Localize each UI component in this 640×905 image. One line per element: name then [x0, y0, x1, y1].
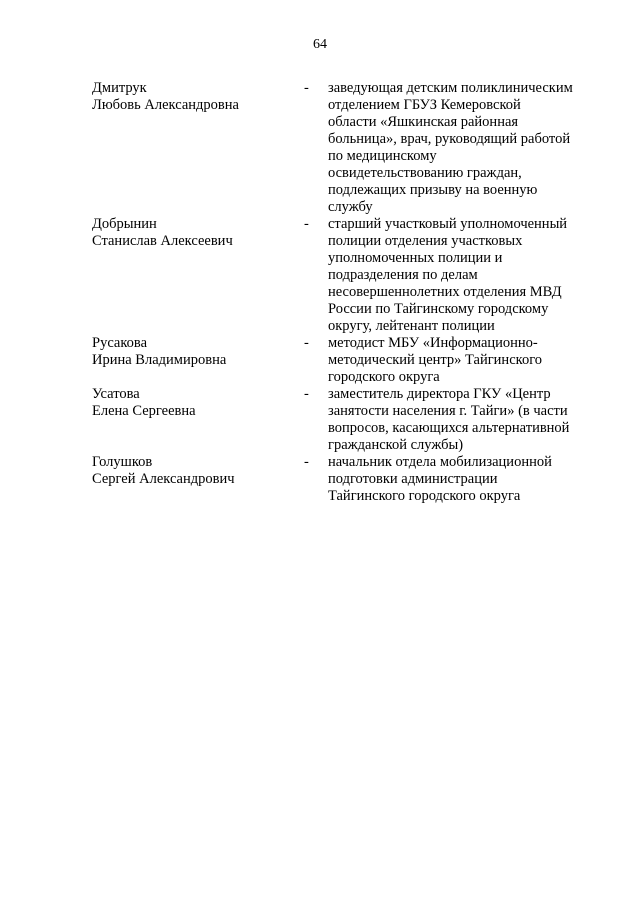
member-surname: Русакова	[92, 335, 148, 351]
position-line: округу, лейтенант полиции	[328, 318, 495, 334]
position-line: отделением ГБУЗ Кемеровской	[328, 97, 521, 113]
position-line: занятости населения г. Тайги» (в части	[328, 403, 568, 419]
position-line: больница», врач, руководящий работой	[328, 131, 571, 147]
position-line: уполномоченных полиции и	[328, 250, 503, 266]
member-given-name: Елена Сергеевна	[92, 403, 196, 419]
member-position	[328, 454, 592, 505]
member-entry	[92, 335, 592, 386]
position-line: подготовки администрации	[328, 471, 498, 487]
position-line: начальник отдела мобилизационной	[328, 454, 552, 470]
member-given-name: Любовь Александровна	[92, 97, 239, 113]
member-name	[92, 80, 304, 216]
position-line: вопросов, касающихся альтернативной	[328, 420, 570, 436]
position-line: освидетельствованию граждан,	[328, 165, 522, 181]
member-surname: Голушков	[92, 454, 153, 470]
separator-dash: -	[304, 454, 309, 470]
position-line: методист МБУ «Информационно-	[328, 335, 538, 351]
member-entry	[92, 386, 592, 454]
position-line: подлежащих призыву на военную	[328, 182, 538, 198]
member-entry	[92, 216, 592, 335]
member-name	[92, 216, 304, 335]
position-line: России по Тайгинскому городскому	[328, 301, 549, 317]
position-line: подразделения по делам	[328, 267, 478, 283]
member-position	[328, 386, 592, 454]
member-given-name: Сергей Александрович	[92, 471, 235, 487]
member-surname: Дмитрук	[92, 80, 147, 96]
member-list	[92, 80, 592, 505]
member-position	[328, 335, 592, 386]
position-line: методический центр» Тайгинского	[328, 352, 543, 368]
position-line: заместитель директора ГКУ «Центр	[328, 386, 551, 402]
separator-dash: -	[304, 386, 309, 402]
position-line: Тайгинского городского округа	[328, 488, 521, 504]
position-line: гражданской службы)	[328, 437, 464, 453]
separator-dash: -	[304, 216, 309, 232]
member-position	[328, 216, 592, 335]
position-line: заведующая детским поликлиническим	[328, 80, 573, 96]
position-line: по медицинскому	[328, 148, 437, 164]
member-position	[328, 80, 592, 216]
separator-dash: -	[304, 80, 309, 96]
member-name	[92, 386, 304, 454]
member-name	[92, 454, 304, 505]
member-surname: Усатова	[92, 386, 140, 402]
member-name	[92, 335, 304, 386]
member-given-name: Станислав Алексеевич	[92, 233, 233, 249]
position-line: полиции отделения участковых	[328, 233, 523, 249]
separator-dash: -	[304, 335, 309, 351]
member-entry	[92, 80, 592, 216]
position-line: старший участковый уполномоченный	[328, 216, 568, 232]
position-line: области «Яшкинская районная	[328, 114, 519, 130]
member-given-name: Ирина Владимировна	[92, 352, 227, 368]
page-number: 64	[313, 37, 327, 52]
position-line: службу	[328, 199, 373, 215]
position-line: несовершеннолетних отделения МВД	[328, 284, 562, 300]
member-entry	[92, 454, 592, 505]
position-line: городского округа	[328, 369, 440, 385]
member-surname: Добрынин	[92, 216, 157, 232]
